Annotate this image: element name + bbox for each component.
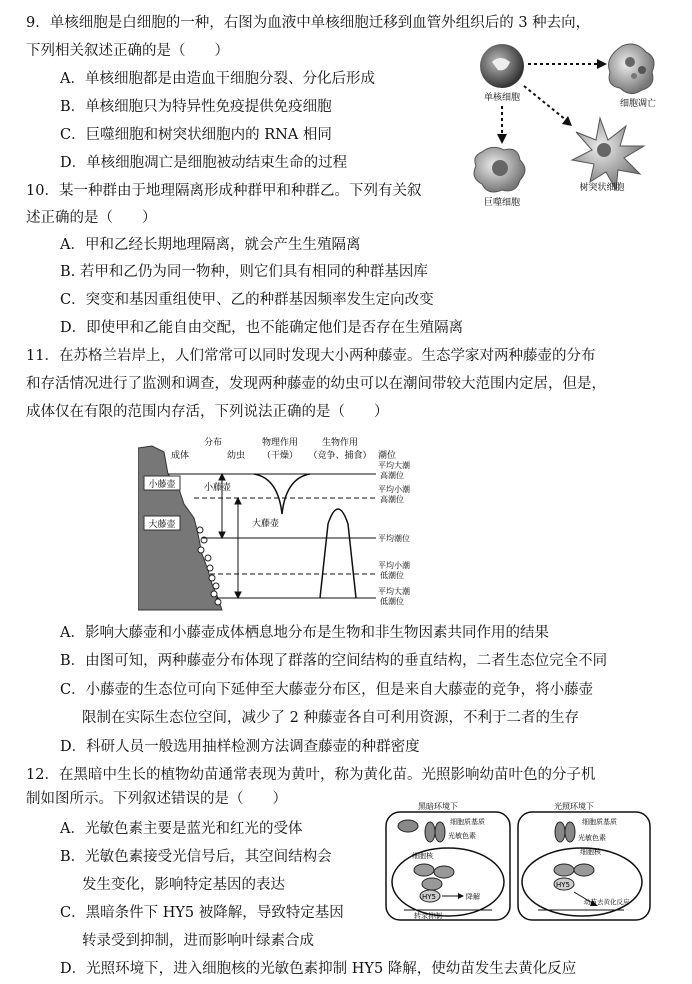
dendritic-label: 树突状细胞 (579, 183, 625, 193)
header-biological: 生物作用 (321, 438, 359, 448)
q9-option-d: D．单核细胞凋亡是细胞被动结束生命的过程 (60, 155, 348, 171)
tide-level-4b: 低潮位 (380, 571, 404, 580)
q11-option-b: B．由图可知，两种藤壶分布体现了群落的空间结构的垂直结构，二者生态位完全不同 (60, 653, 608, 669)
q12-option-c: C．黑暗条件下 HY5 被降解，导致特定基因 (60, 905, 344, 921)
q9-option-a: A．单核细胞都是由造血干细胞分裂、分化后形成 (60, 71, 375, 87)
monocyte-fate-figure (462, 40, 682, 210)
tide-level-1b: 高潮位 (380, 471, 404, 480)
q12-stem-line2: 制如图所示。下列叙述错误的是（ ） (26, 791, 287, 807)
dark-inhibit: 转录抑制 (414, 912, 442, 920)
apoptosis-label: 细胞凋亡 (619, 99, 657, 109)
header-larva: 幼虫 (226, 451, 246, 461)
q10-stem-line2: 述正确的是（ ） (26, 210, 157, 226)
light-nucleus: 细胞核 (580, 848, 601, 856)
phytochrome-mechanism-figure (384, 800, 654, 922)
big-barnacle-larva-label: 大藤壶 (252, 519, 280, 529)
dendritic-cell (572, 118, 644, 190)
tide-level-2a: 平均小潮 (378, 485, 410, 494)
macrophage-label: 巨噬细胞 (483, 198, 521, 208)
tide-level-3: 平均潮位 (378, 534, 410, 543)
dark-title: 黑暗环境下 (418, 802, 458, 811)
q12-option-d: D．光照环境下，进入细胞核的光敏色素抑制 HY5 降解，使幼苗发生去黄化反应 (60, 961, 577, 977)
header-compete: （竞争、捕食） (308, 451, 372, 461)
q11-stem-line1: 11．在苏格兰岩岸上，人们常常可以同时发现大小两种藤壶。生态学家对两种藤壶的分布 (26, 348, 596, 364)
q10-option-d: D．即使甲和乙能自由交配，也不能确定他们是否存在生殖隔离 (60, 320, 464, 336)
barnacle-distribution-figure (138, 434, 428, 612)
header-tide: 潮位 (378, 451, 397, 461)
dark-nucleus: 细胞核 (412, 852, 433, 860)
q10-option-c: C．突变和基因重组使甲、乙的种群基因频率发生定向改变 (60, 292, 434, 308)
light-hy5: HY5 (556, 881, 570, 889)
header-adult: 成体 (170, 451, 190, 461)
q12-option-c-cont: 转录受到抑制，进而影响叶绿素合成 (82, 933, 314, 949)
dark-cytoplasm: 细胞质基质 (450, 818, 485, 826)
q11-option-a: A．影响大藤壶和小藤壶成体栖息地分布是生物和非生物因素共同作用的结果 (60, 625, 549, 641)
small-barnacle-larva-label: 小藤壶 (204, 483, 232, 493)
light-cytoplasm: 细胞质基质 (582, 818, 617, 826)
tide-level-4a: 平均小潮 (378, 561, 410, 570)
q10-option-b: B. 若甲和乙仍为同一物种，则它们具有相同的种群基因库 (60, 264, 428, 280)
q12-option-b: B．光敏色素接受光信号后，其空间结构会 (60, 849, 332, 865)
q12-stem-line1: 12．在黑暗中生长的植物幼苗通常表现为黄叶，称为黄化苗。光照影响幼苗叶色的分子机 (26, 767, 596, 783)
tide-level-5b: 低潮位 (380, 597, 404, 606)
q9-option-b: B．单核细胞只为特异性免疫提供免疫细胞 (60, 99, 332, 115)
tide-level-2b: 高潮位 (380, 495, 404, 504)
macrophage-cell (474, 147, 525, 192)
monocyte-cell (480, 44, 524, 88)
apoptosis-cell (609, 44, 655, 94)
q11-option-c: C．小藤壶的生态位可向下延伸至大藤壶分布区，但是来自大藤壶的竞争，将小藤壶 (60, 682, 594, 698)
dark-degrade: 降解 (466, 893, 480, 901)
light-phytochrome: 光敏色素 (578, 834, 606, 842)
header-physical: 物理作用 (261, 438, 299, 448)
tide-level-1a: 平均大潮 (378, 461, 410, 470)
header-dry: （干燥） (261, 451, 299, 461)
header-distribution: 分布 (203, 438, 223, 448)
q11-stem-line3: 成体仅在有限的范围内存活，下列说法正确的是（ ） (26, 404, 389, 420)
light-deetiolation: 幼苗去黄化反应 (584, 898, 630, 906)
q11-option-d: D．科研人员一般选用抽样检测方法调查藤壶的种群密度 (60, 739, 420, 755)
q11-stem-line2: 和存活情况进行了监测和调查，发现两种藤壶的幼虫可以在潮间带较大范围内定居，但是， (26, 376, 606, 392)
q9-option-c: C．巨噬细胞和树突状细胞内的 RNA 相同 (60, 127, 332, 143)
dark-phytochrome: 光敏色素 (448, 832, 476, 840)
light-panel (518, 801, 650, 920)
tide-level-5a: 平均大潮 (378, 587, 410, 596)
light-title: 光照环境下 (554, 802, 594, 811)
q9-stem-line2: 下列相关叙述正确的是（ ） (26, 43, 229, 59)
big-barnacle-adult-label: 大藤壶 (148, 520, 176, 530)
q11-option-c-cont: 限制在实际生态位空间，减少了 2 种藤壶各自可利用资源，不利于二者的生存 (82, 710, 579, 726)
dark-hy5: HY5 (422, 893, 436, 901)
q10-stem-line1: 10．某一种群由于地理隔离形成种群甲和种群乙。下列有关叙 (26, 183, 422, 199)
q12-option-a: A．光敏色素主要是蓝光和红光的受体 (60, 821, 303, 837)
monocyte-label: 单核细胞 (483, 93, 521, 103)
q12-option-b-cont: 发生变化，影响特定基因的表达 (82, 877, 285, 893)
small-barnacle-adult-label: 小藤壶 (148, 480, 176, 490)
dark-panel (386, 801, 510, 920)
q9-stem-line1: 9．单核细胞是白细胞的一种，右图为血液中单核细胞迁移到血管外组织后的 3 种去向， (26, 15, 591, 31)
q10-option-a: A．甲和乙经长期地理隔离，就会产生生殖隔离 (60, 237, 361, 253)
